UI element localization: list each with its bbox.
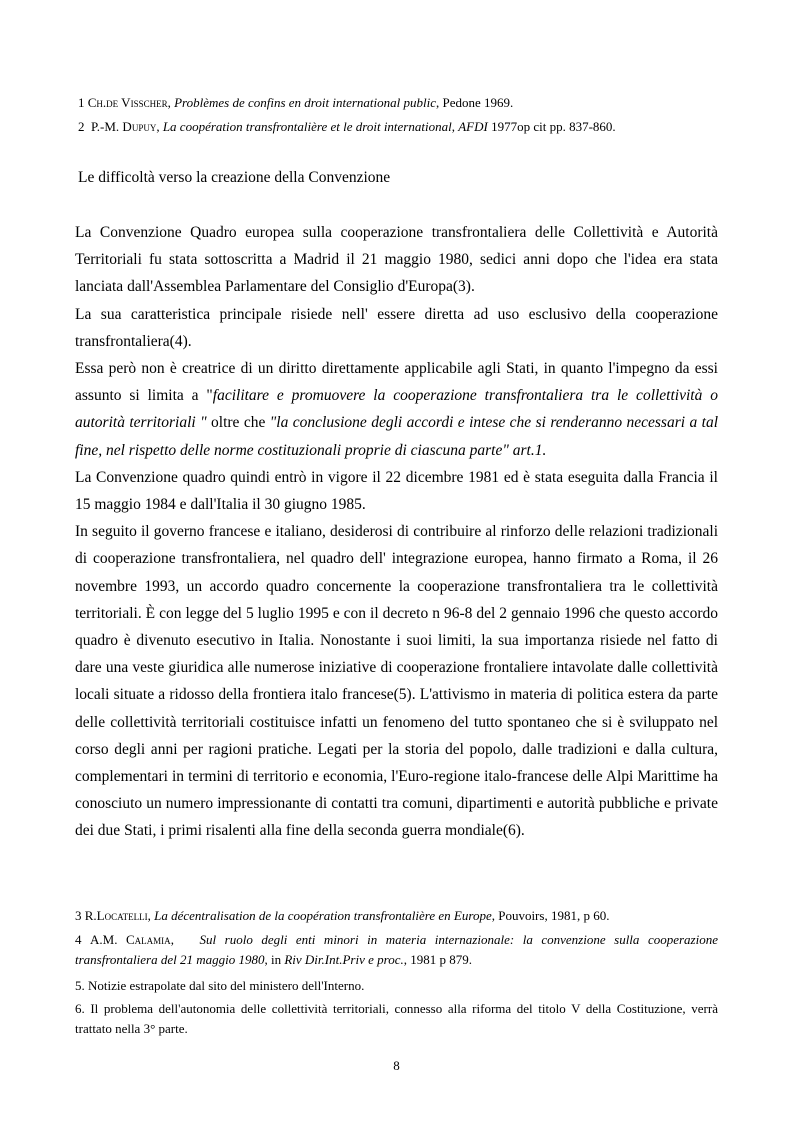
- paragraph-2: La sua caratteristica principale risiede nell' essere diretta ad uso esclusivo della cooperazione transfrontaliera(4).: [75, 305, 718, 350]
- paragraph-4: La Convenzione quadro quindi entrò in vigore il 22 dicembre 1981 ed è stata eseguita dalla Francia il 15 maggio 1984 e dall'Italia il 30 giugno 1985.: [75, 468, 718, 514]
- footnote-6: 6. Il problema dell'autonomia delle collettività territoriali, connesso alla riforma del titolo V della Costituzione, verrà trattato nella 3° parte.: [75, 1001, 718, 1036]
- footnote-title: Problèmes de confins en droit international public: [174, 95, 436, 110]
- body-text: [75, 219, 718, 845]
- paragraph-3: Essa però non è creatrice di un diritto direttamente applicabile agli Stati, in quanto l'impegno da essi assunto si limita a "facilitare e promuovere la cooperazione transfrontaliera tra le collettività o autorità territoriali " oltre che "la conclusione degli accordi e intese che si renderanno necessari a tal fine, nel rispetto delle norme costituzionali proprie di ciascuna parte" art.1.: [75, 360, 718, 459]
- footnote-journal: Riv Dir.Int.Priv e proc.: [284, 952, 404, 967]
- paragraph-5: In seguito il governo francese e italiano, desiderosi di contribuire al rinforzo delle relazioni tradizionali di cooperazione transfrontaliera, nel quadro dell' integrazione europea, hanno firmato a Roma, il 26 novembre 1993, un accordo quadro concernente la cooperazione transfrontaliera tra le collettività territoriali. È con legge del 5 luglio 1995 e con il decreto n 96-8 del 2 gennaio 1996 che questo accordo quadro è divenuto esecutivo in Italia. Nonostante i suoi limiti, la sua importanza risiede nel fatto di dare una veste giuridica alle numerose iniziative di cooperazione frontaliere intavolate dalle collettività locali situate a ridosso della frontiera italo francese(5). L'attivismo in materia di politica estera da parte delle collettività territoriali costituisce infatti un fenomeno del tutto spontaneo che si è sviluppato nel corso degli anni per ragioni pratiche. Legati per la storia del popolo, dalle tradizioni e dalla cultura, complementari in termini di territorio e economia, l'Euro-regione italo-francese delle Alpi Marittime ha conosciuto un numero impressionante di contatti tra comuni, dipartimenti e autorità pubbliche e private dei due Stati, i primi risalenti alla fine della seconda guerra mondiale(6).: [75, 523, 718, 840]
- page-number: 8: [393, 1058, 400, 1073]
- footnote-source: , Pedone 1969.: [436, 95, 514, 110]
- footnote-title: Sul ruolo degli enti minori in materia internazionale: la convenzione sulla cooperazione transfrontaliera del 21 maggio 1980: [75, 932, 718, 967]
- footnote-source: , 1981 p 879.: [403, 952, 472, 967]
- paragraph-1: La Convenzione Quadro europea sulla cooperazione transfrontaliera delle Collettività e Autorità Territoriali fu stata sottoscritta a Madrid il 21 maggio 1980, sedici anni dopo che l'idea era stata lanciata dall'Assemblea Parlamentare del Consiglio d'Europa(3).: [75, 224, 718, 296]
- footnote-4: 4 A.M. Calamia, Sul ruolo degli enti minori in materia internazionale: la convenzione sulla cooperazione transfrontaliera del 21 maggio 1980, in Riv Dir.Int.Priv e proc., 1981 p 879.: [75, 932, 718, 967]
- footnote-number: 1: [78, 95, 85, 110]
- footnote-author: Ch.de Visscher: [87, 95, 168, 110]
- footnote-5: 5. Notizie estrapolate dal sito del ministero dell'Interno.: [75, 978, 365, 993]
- footnote-number: 2: [78, 119, 85, 134]
- footnote-title: La décentralisation de la coopération transfrontalière en Europe: [154, 908, 492, 923]
- footnote-source: , Pouvoirs, 1981, p 60.: [491, 908, 610, 923]
- footnote-journal: AFDI: [458, 119, 488, 134]
- footnote-3: 3 R.Locatelli, La décentralisation de la coopération transfrontalière en Europe, Pouvoirs, 1981, p 60.: [75, 908, 610, 923]
- section-heading: Le difficoltà verso la creazione della Convenzione: [78, 169, 391, 186]
- footnote-author: P.-M. Dupuy: [91, 119, 157, 134]
- footnote-author: R.Locatelli: [84, 908, 148, 923]
- footnote-author: A.M. Calamia: [90, 932, 171, 947]
- footnote-1: 1 Ch.de Visscher, Problèmes de confins en droit international public, Pedone 1969.: [78, 95, 514, 110]
- footnote-2: 2 P.-M. Dupuy, La coopération transfrontalière et le droit international, AFDI 1977op cit pp. 837-860.: [78, 119, 616, 134]
- footnote-source: 1977op cit pp. 837-860.: [487, 119, 616, 134]
- footnote-title: La coopération transfrontalière et le droit international: [162, 119, 452, 134]
